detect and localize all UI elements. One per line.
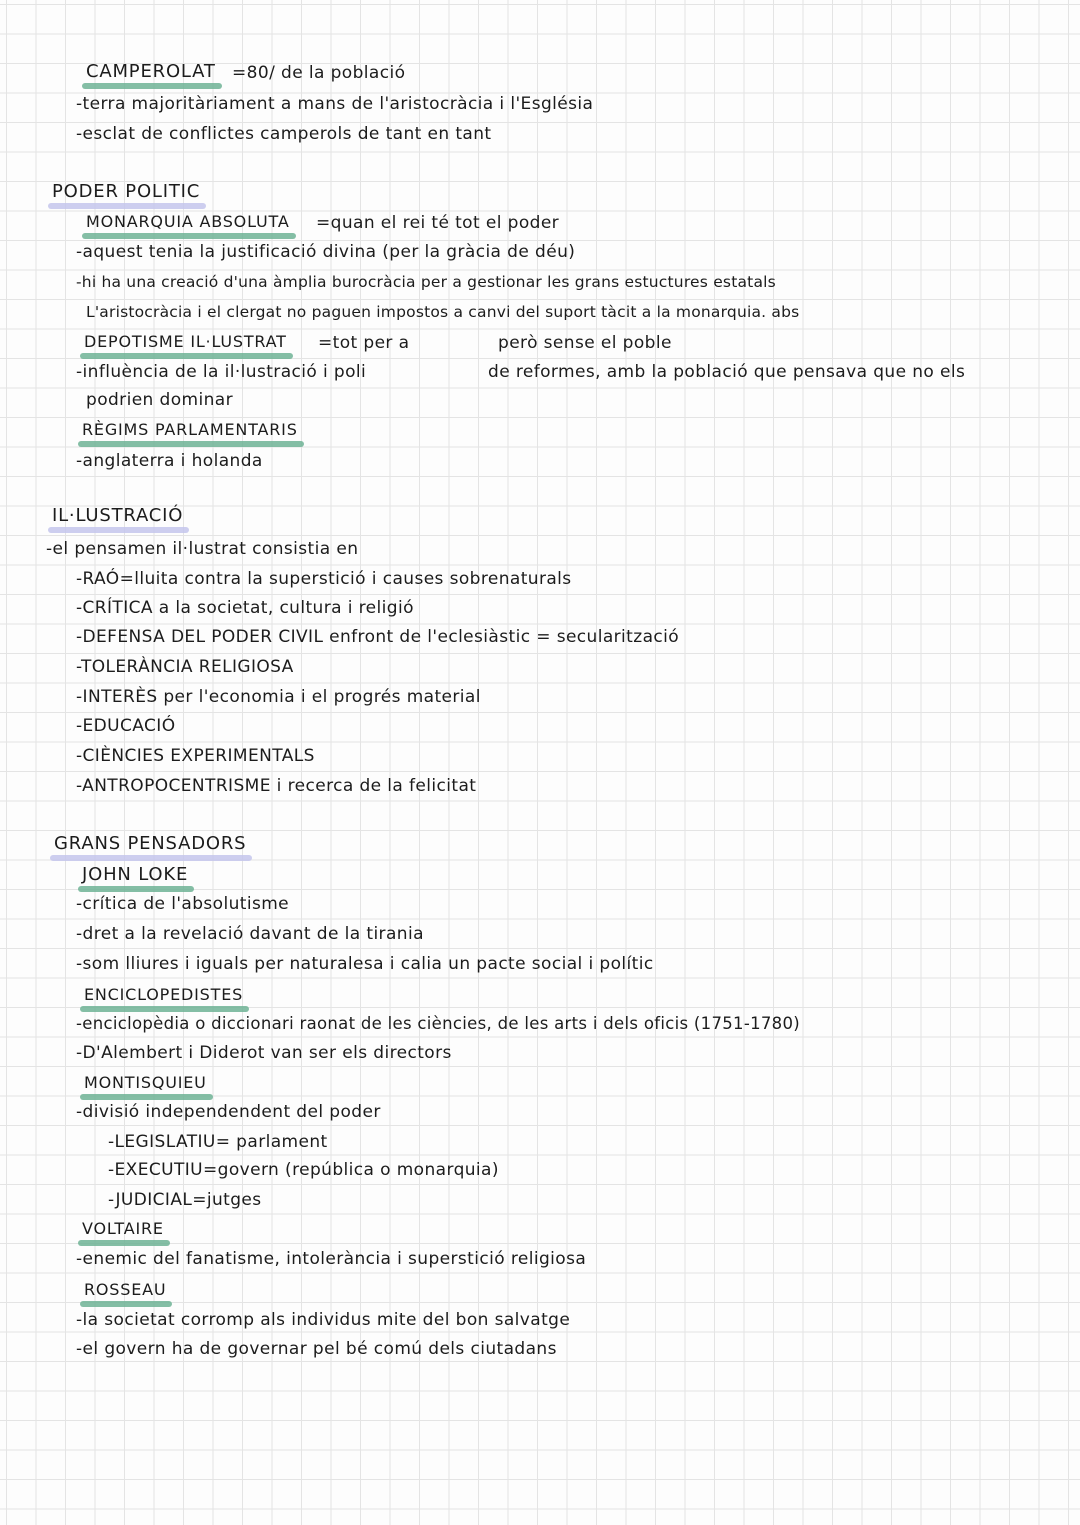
illustracio-item-antropocentrisme: -ANTROPOCENTRISME i recerca de la felicitat xyxy=(76,776,477,796)
rousseau-line-2: -el govern ha de governar pel bé comú dels ciutadans xyxy=(76,1339,557,1359)
despotisme-line-2: podrien dominar xyxy=(86,390,233,410)
regims-parlamentaris-heading: RÈGIMS PARLAMENTARIS xyxy=(82,420,298,439)
illustracio-item-tolerancia: -TOLERÀNCIA RELIGIOSA xyxy=(76,657,294,677)
enciclopedistes-line-1: -enciclopèdia o diccionari raonat de les ciències, de les arts i dels oficis (1751-1780) xyxy=(76,1014,801,1033)
illustracio-intro: -el pensamen il·lustrat consistia en xyxy=(46,539,359,559)
camperolat-heading: CAMPEROLAT xyxy=(86,61,216,82)
monarquia-absoluta-heading: MONARQUIA ABSOLUTA xyxy=(86,212,290,231)
voltaire-line-1: -enemic del fanatisme, intolerància i superstició religiosa xyxy=(76,1249,587,1269)
illustracio-item-rao: -RAÓ=lluita contra la superstició i causes sobrenaturals xyxy=(76,569,572,589)
despotisme-definition-end: però sense el poble xyxy=(498,333,672,353)
camperolat-line-1: -terra majoritàriament a mans de l'aristocràcia i l'Església xyxy=(76,94,594,114)
montesquieu-heading: MONTISQUIEU xyxy=(84,1073,207,1092)
illustracio-item-poder-civil: -DEFENSA DEL PODER CIVIL enfront de l'eclesiàstic = secularització xyxy=(76,627,680,647)
monarquia-line-3: L'aristocràcia i el clergat no paguen impostos a canvi del suport tàcit a la monarquia. abs xyxy=(86,303,800,321)
illustracio-item-ciencies: -CIÈNCIES EXPERIMENTALS xyxy=(76,746,315,766)
camperolat-definition: =80/ de la població xyxy=(232,63,406,83)
locke-line-3: -som lliures i iguals per naturalesa i calia un pacte social i polític xyxy=(76,954,654,974)
john-locke-heading: JOHN LOKE xyxy=(82,864,189,885)
monarquia-line-1: -aquest tenia la justificació divina (per la gràcia de déu) xyxy=(76,242,576,262)
montesquieu-power-legislatiu: -LEGISLATIU= parlament xyxy=(108,1132,328,1152)
enciclopedistes-line-2: -D'Alembert i Diderot van ser els directors xyxy=(76,1043,452,1063)
camperolat-line-2: -esclat de conflictes camperols de tant en tant xyxy=(76,124,492,144)
grans-pensadors-heading: GRANS PENSADORS xyxy=(54,833,247,854)
despotisme-line-1b: de reformes, amb la població que pensava que no els xyxy=(488,362,966,382)
enciclopedistes-heading: ENCICLOPEDISTES xyxy=(84,985,244,1004)
locke-line-2: -dret a la revelació davant de la tirania xyxy=(76,924,424,944)
montesquieu-power-executiu: -EXECUTIU=govern (república o monarquia) xyxy=(108,1160,499,1180)
despotisme-illustrat-heading: DEPOTISME IL·LUSTRAT xyxy=(84,332,287,351)
monarquia-absoluta-definition: =quan el rei té tot el poder xyxy=(316,213,560,233)
monarquia-line-2: -hi ha una creació d'una àmplia burocràcia per a gestionar les grans estuctures estatals xyxy=(76,273,776,291)
illustracio-item-critica: -CRÍTICA a la societat, cultura i religió xyxy=(76,598,414,618)
montesquieu-intro: -divisió independendent del poder xyxy=(76,1102,381,1122)
regims-line-1: -anglaterra i holanda xyxy=(76,451,263,471)
despotisme-line-1a: -influència de la il·lustració i poli xyxy=(76,362,367,382)
rousseau-line-1: -la societat corromp als individus mite del bon salvatge xyxy=(76,1310,571,1330)
illustracio-heading: IL·LUSTRACIÓ xyxy=(52,505,184,526)
rousseau-heading: ROSSEAU xyxy=(84,1280,167,1299)
montesquieu-power-judicial: -JUDICIAL=jutges xyxy=(108,1190,262,1210)
voltaire-heading: VOLTAIRE xyxy=(82,1219,164,1238)
illustracio-item-interes: -INTERÈS per l'economia i el progrés material xyxy=(76,687,481,707)
poder-politic-heading: PODER POLITIC xyxy=(52,181,201,202)
illustracio-item-educacio: -EDUCACIÓ xyxy=(76,716,176,736)
despotisme-definition: =tot per a xyxy=(318,333,410,353)
locke-line-1: -crítica de l'absolutisme xyxy=(76,894,290,914)
